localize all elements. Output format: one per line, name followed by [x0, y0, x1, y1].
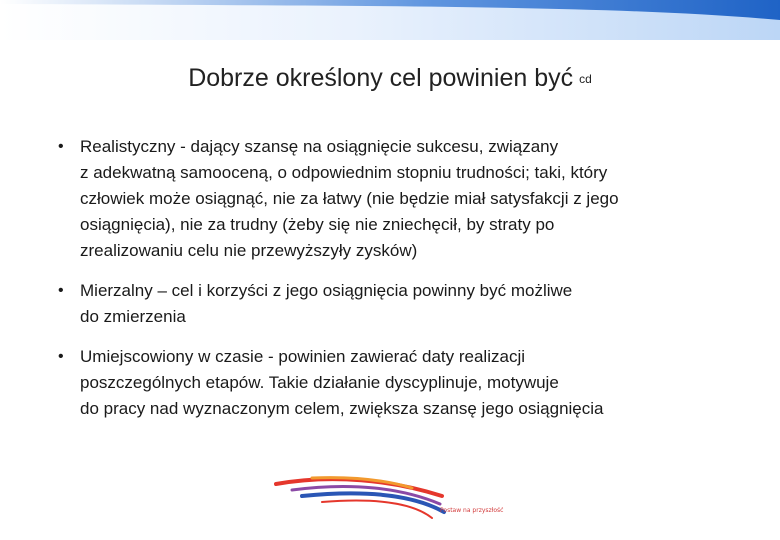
- slide-title-suffix: cd: [579, 72, 592, 87]
- logo-caption: Postaw na przyszłość: [440, 507, 504, 514]
- slide-title-text: Dobrze określony cel powinien być: [188, 64, 574, 92]
- bullet-item-realistyczny: [58, 134, 738, 264]
- bullet-dot: •: [58, 138, 64, 155]
- bullet-item-mierzalny: [58, 278, 738, 330]
- bullet-text: Mierzalny – cel i korzyści z jego osiągnięcia powinny być możliwe do zmierzenia: [80, 281, 573, 326]
- swoosh-logo-icon: [272, 470, 512, 530]
- bullet-text: Realistyczny - dający szansę na osiągnięcie sukcesu, związany z adekwatną samooceną, o odpowiednim stopniu trudności; taki, który człowiek może osiągnąć, nie za łatwy (nie będzie miał satysfakcji z jego osiągnięcia), nie za trudny (żeby się nie zniechęcił, by straty po zrealizowaniu celu nie przewyższyły zysków): [80, 137, 619, 260]
- bullet-list: [58, 134, 738, 436]
- bullet-dot: •: [58, 282, 64, 299]
- header-wave-decoration: [0, 0, 780, 40]
- bullet-text: Umiejscowiony w czasie - powinien zawierać daty realizacji poszczególnych etapów. Takie działanie dyscyplinuje, motywuje do pracy nad wyznaczonym celem, zwiększa szansę jego osiągnięcia: [80, 347, 604, 418]
- slide-title: [0, 64, 780, 93]
- bullet-dot: •: [58, 348, 64, 365]
- bullet-item-umiejscowiony: [58, 344, 738, 422]
